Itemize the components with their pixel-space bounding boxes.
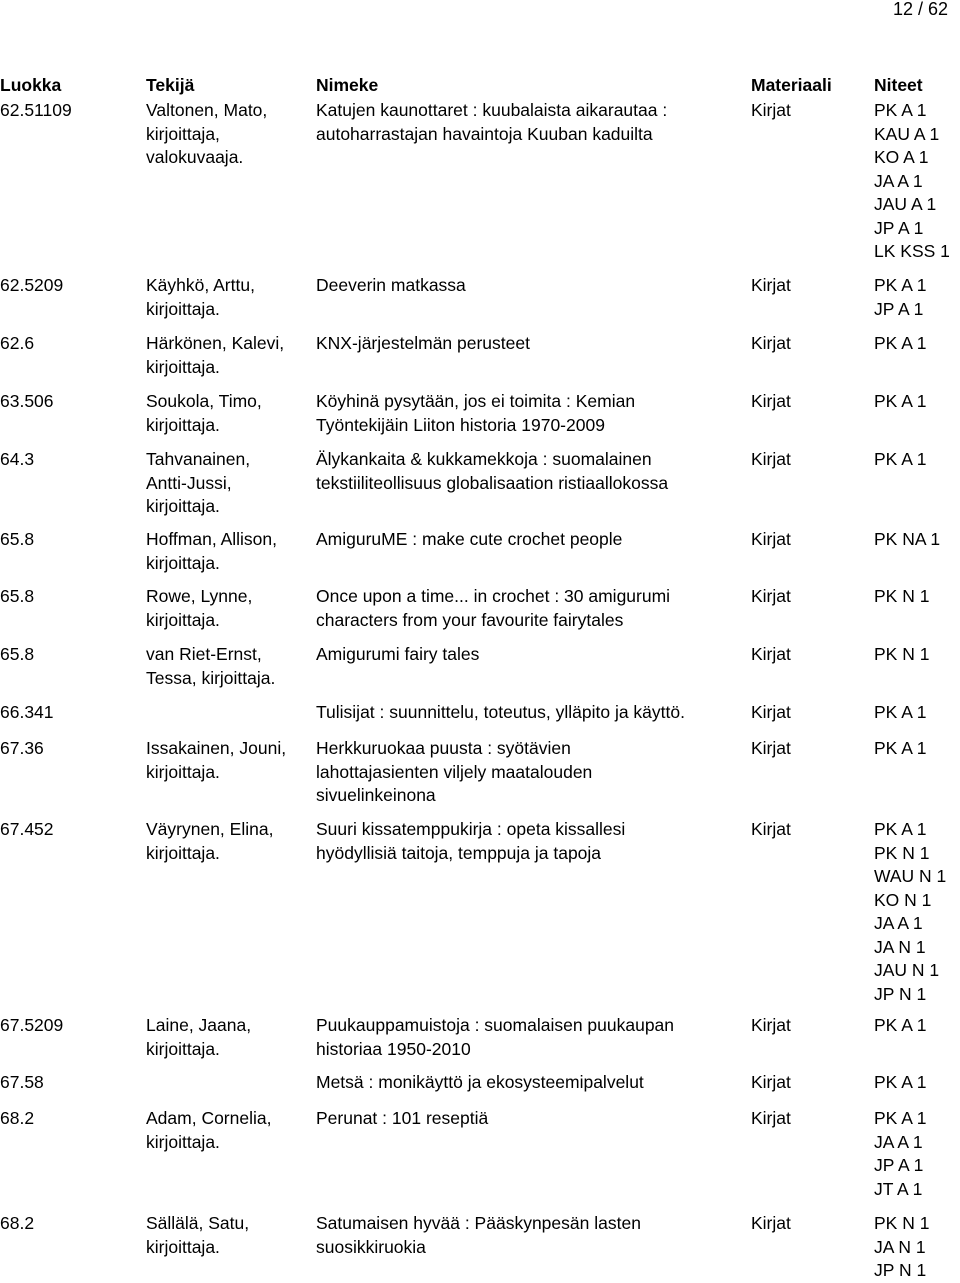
notes-cell-line: JAU A 1 bbox=[874, 194, 937, 214]
author-cell bbox=[146, 1014, 251, 1061]
table-header bbox=[0, 74, 960, 97]
notes-cell bbox=[874, 274, 927, 321]
author-cell bbox=[146, 1107, 271, 1154]
notes-cell-line: WAU N 1 bbox=[874, 866, 947, 886]
author-cell-line: van Riet-Ernst, bbox=[146, 644, 262, 664]
title-cell bbox=[316, 274, 466, 298]
class-cell-line: 65.8 bbox=[0, 529, 35, 549]
material-cell bbox=[751, 99, 791, 123]
title-cell-line: autoharrastajan havaintoja Kuuban kaduilta bbox=[316, 123, 653, 144]
author-cell-line: kirjoittaja, bbox=[146, 123, 220, 144]
author-cell-line: Issakainen, Jouni, bbox=[146, 738, 287, 758]
material-cell-line: Kirjat bbox=[751, 449, 791, 469]
notes-cell-line: JT A 1 bbox=[874, 1178, 923, 1199]
title-cell bbox=[316, 701, 685, 725]
author-cell-line: Laine, Jaana, bbox=[146, 1015, 252, 1035]
material-cell-line: Kirjat bbox=[751, 529, 791, 549]
material-cell-line: Kirjat bbox=[751, 1213, 791, 1233]
notes-cell bbox=[874, 737, 927, 761]
author-cell-line: Soukola, Timo, bbox=[146, 391, 262, 411]
author-cell-line: kirjoittaja. bbox=[146, 1038, 220, 1059]
notes-cell-line: PK A 1 bbox=[874, 100, 927, 120]
notes-cell bbox=[874, 448, 927, 472]
title-cell-line: Metsä : monikäyttö ja ekosysteemipalvelut bbox=[316, 1072, 644, 1092]
author-cell-line: Hoffman, Allison, bbox=[146, 529, 277, 549]
title-cell-line: tekstiiliteollisuus globalisaation ristiaallokossa bbox=[316, 472, 669, 493]
author-cell-line: Käyhkö, Arttu, bbox=[146, 275, 255, 295]
material-cell bbox=[751, 585, 791, 609]
title-cell-line: Once upon a time... in crochet : 30 amigurumi bbox=[316, 586, 671, 606]
author-cell bbox=[146, 390, 262, 437]
title-cell-line: sivuelinkeinona bbox=[316, 785, 436, 805]
material-cell-line: Kirjat bbox=[751, 100, 791, 120]
author-cell-line: kirjoittaja. bbox=[146, 552, 220, 573]
class-cell bbox=[0, 1212, 34, 1236]
notes-cell-line: LK KSS 1 bbox=[874, 241, 950, 261]
author-cell-line: kirjoittaja. bbox=[146, 1236, 220, 1257]
class-cell bbox=[0, 701, 54, 725]
class-cell-line: 63.506 bbox=[0, 391, 54, 411]
notes-cell bbox=[874, 1071, 927, 1095]
material-cell bbox=[751, 1107, 791, 1131]
notes-cell-line: PK N 1 bbox=[874, 842, 930, 863]
author-cell-line: kirjoittaja. bbox=[146, 298, 220, 319]
material-cell-line: Kirjat bbox=[751, 1108, 791, 1128]
material-cell-line: Kirjat bbox=[751, 819, 791, 839]
header-material: Materiaali bbox=[751, 75, 832, 95]
material-cell bbox=[751, 818, 791, 842]
notes-cell-line: PK A 1 bbox=[874, 391, 927, 411]
title-cell bbox=[316, 1014, 674, 1061]
title-cell bbox=[316, 643, 479, 667]
author-cell-line: Härkönen, Kalevi, bbox=[146, 333, 285, 353]
class-cell bbox=[0, 274, 63, 298]
title-cell bbox=[316, 737, 592, 808]
notes-cell-line: JA N 1 bbox=[874, 1236, 926, 1257]
title-cell bbox=[316, 585, 670, 632]
author-cell-line: valokuvaaja. bbox=[146, 147, 244, 167]
notes-cell bbox=[874, 99, 950, 264]
material-cell bbox=[751, 390, 791, 414]
notes-cell-line: PK A 1 bbox=[874, 449, 927, 469]
author-cell-line: kirjoittaja. bbox=[146, 609, 220, 630]
notes-cell-line: JP N 1 bbox=[874, 1260, 927, 1280]
notes-cell bbox=[874, 1212, 929, 1283]
class-cell bbox=[0, 1071, 44, 1095]
material-cell-line: Kirjat bbox=[751, 333, 791, 353]
author-cell-line: Antti-Jussi, bbox=[146, 472, 232, 493]
author-cell-line: Valtonen, Mato, bbox=[146, 100, 268, 120]
title-cell bbox=[316, 818, 625, 865]
page-number: 12 / 62 bbox=[892, 0, 948, 19]
class-cell bbox=[0, 1014, 63, 1038]
notes-cell bbox=[874, 701, 927, 725]
class-cell-line: 67.452 bbox=[0, 819, 54, 839]
notes-cell bbox=[874, 528, 940, 552]
class-cell-line: 68.2 bbox=[0, 1213, 35, 1233]
notes-cell-line: JA A 1 bbox=[874, 170, 923, 191]
notes-cell bbox=[874, 1014, 927, 1038]
material-cell-line: Kirjat bbox=[751, 586, 791, 606]
title-cell-line: Suuri kissatemppukirja : opeta kissallesi bbox=[316, 819, 626, 839]
title-cell-line: historiaa 1950-2010 bbox=[316, 1038, 471, 1059]
class-cell-line: 67.5209 bbox=[0, 1015, 64, 1035]
title-cell-line: Työntekijäin Liiton historia 1970-2009 bbox=[316, 414, 605, 435]
notes-cell-line: PK A 1 bbox=[874, 1072, 927, 1092]
material-cell bbox=[751, 332, 791, 356]
title-cell-line: hyödyllisiä taitoja, temppuja ja tapoja bbox=[316, 842, 602, 863]
author-cell bbox=[146, 643, 275, 690]
notes-cell-line: JA A 1 bbox=[874, 913, 923, 933]
title-cell-line: Puukauppamuistoja : suomalaisen puukaupan bbox=[316, 1015, 675, 1035]
material-cell-line: Kirjat bbox=[751, 702, 791, 722]
class-cell bbox=[0, 1107, 34, 1131]
title-cell-line: Perunat : 101 reseptiä bbox=[316, 1108, 489, 1128]
author-cell-line: kirjoittaja. bbox=[146, 761, 220, 782]
author-cell-line: Tahvanainen, bbox=[146, 449, 251, 469]
author-cell bbox=[146, 1212, 249, 1259]
material-cell bbox=[751, 1014, 791, 1038]
author-cell bbox=[146, 448, 250, 519]
author-cell bbox=[146, 585, 252, 632]
header-author: Tekijä bbox=[146, 75, 195, 95]
class-cell bbox=[0, 332, 34, 356]
notes-cell bbox=[874, 643, 929, 667]
material-cell bbox=[751, 1212, 791, 1236]
notes-cell-line: PK A 1 bbox=[874, 275, 927, 295]
author-cell bbox=[146, 818, 273, 865]
author-cell-line: Väyrynen, Elina, bbox=[146, 819, 274, 839]
class-cell bbox=[0, 818, 54, 842]
notes-cell-line: PK N 1 bbox=[874, 644, 930, 664]
author-cell-line: Sällälä, Satu, bbox=[146, 1213, 250, 1233]
notes-cell-line: PK NA 1 bbox=[874, 529, 941, 549]
notes-cell-line: PK A 1 bbox=[874, 819, 927, 839]
material-cell bbox=[751, 448, 791, 472]
class-cell bbox=[0, 390, 54, 414]
notes-cell-line: PK A 1 bbox=[874, 333, 927, 353]
material-cell-line: Kirjat bbox=[751, 275, 791, 295]
material-cell bbox=[751, 737, 791, 761]
class-cell-line: 64.3 bbox=[0, 449, 35, 469]
class-cell-line: 66.341 bbox=[0, 702, 54, 722]
author-cell-line: Tessa, kirjoittaja. bbox=[146, 667, 276, 688]
class-cell-line: 65.8 bbox=[0, 644, 35, 664]
author-cell bbox=[146, 274, 255, 321]
class-cell bbox=[0, 99, 72, 123]
header-notes: Niteet bbox=[874, 75, 923, 95]
title-cell-line: Amigurumi fairy tales bbox=[316, 644, 480, 664]
author-cell bbox=[146, 99, 267, 170]
author-cell-line: kirjoittaja. bbox=[146, 414, 220, 435]
title-cell bbox=[316, 1107, 488, 1131]
notes-cell-line: JP A 1 bbox=[874, 217, 924, 238]
notes-cell-line: JP A 1 bbox=[874, 298, 924, 319]
notes-cell-line: PK A 1 bbox=[874, 738, 927, 758]
material-cell-line: Kirjat bbox=[751, 1015, 791, 1035]
class-cell-line: 62.6 bbox=[0, 333, 35, 353]
author-cell-line: kirjoittaja. bbox=[146, 842, 220, 863]
material-cell bbox=[751, 701, 791, 725]
author-cell-line: Rowe, Lynne, bbox=[146, 586, 253, 606]
title-cell-line: Katujen kaunottaret : kuubalaista aikarautaa : bbox=[316, 100, 668, 120]
title-cell bbox=[316, 332, 530, 356]
notes-cell-line: KO A 1 bbox=[874, 147, 929, 167]
title-cell-line: Tulisijat : suunnittelu, toteutus, ylläpito ja käyttö. bbox=[316, 702, 685, 722]
material-cell bbox=[751, 274, 791, 298]
class-cell bbox=[0, 528, 34, 552]
notes-cell-line: JA N 1 bbox=[874, 936, 926, 957]
title-cell-line: Älykankaita & kukkamekkoja : suomalainen bbox=[316, 449, 652, 469]
notes-cell-line: KAU A 1 bbox=[874, 123, 940, 144]
notes-cell-line: KO N 1 bbox=[874, 889, 932, 910]
class-cell bbox=[0, 643, 34, 667]
notes-cell-line: PK A 1 bbox=[874, 702, 927, 722]
class-cell-line: 67.36 bbox=[0, 738, 44, 758]
class-cell-line: 65.8 bbox=[0, 586, 35, 606]
notes-cell bbox=[874, 585, 929, 609]
title-cell bbox=[316, 528, 622, 552]
material-cell bbox=[751, 528, 791, 552]
author-cell-line: kirjoittaja. bbox=[146, 496, 220, 516]
title-cell-line: suosikkiruokia bbox=[316, 1236, 426, 1257]
title-cell-line: AmiguruME : make cute crochet people bbox=[316, 529, 623, 549]
notes-cell-line: JP A 1 bbox=[874, 1155, 924, 1175]
author-cell-line: Adam, Cornelia, bbox=[146, 1108, 272, 1128]
class-cell-line: 62.51109 bbox=[0, 100, 72, 120]
author-cell-line: kirjoittaja. bbox=[146, 356, 220, 377]
author-cell bbox=[146, 737, 286, 784]
header-class: Luokka bbox=[0, 75, 62, 95]
notes-cell-line: JAU N 1 bbox=[874, 960, 940, 980]
title-cell bbox=[316, 99, 667, 146]
material-cell-line: Kirjat bbox=[751, 391, 791, 411]
title-cell bbox=[316, 390, 635, 437]
title-cell-line: Herkkuruokaa puusta : syötävien bbox=[316, 738, 571, 758]
title-cell bbox=[316, 1212, 641, 1259]
material-cell-line: Kirjat bbox=[751, 738, 791, 758]
notes-cell bbox=[874, 818, 946, 1006]
notes-cell-line: PK A 1 bbox=[874, 1108, 927, 1128]
header-title: Nimeke bbox=[316, 75, 379, 95]
title-cell bbox=[316, 448, 668, 495]
title-cell-line: KNX-järjestelmän perusteet bbox=[316, 333, 530, 353]
material-cell-line: Kirjat bbox=[751, 644, 791, 664]
author-cell-line: kirjoittaja. bbox=[146, 1131, 220, 1152]
notes-cell-line: PK A 1 bbox=[874, 1015, 927, 1035]
title-cell-line: Köyhinä pysytään, jos ei toimita : Kemian bbox=[316, 391, 636, 411]
class-cell-line: 68.2 bbox=[0, 1108, 35, 1128]
notes-cell-line: PK N 1 bbox=[874, 1213, 930, 1233]
notes-cell-line: JP N 1 bbox=[874, 983, 927, 1004]
material-cell bbox=[751, 1071, 791, 1095]
author-cell bbox=[146, 528, 277, 575]
material-cell-line: Kirjat bbox=[751, 1072, 791, 1092]
title-cell-line: Deeverin matkassa bbox=[316, 275, 466, 295]
class-cell bbox=[0, 585, 34, 609]
notes-cell bbox=[874, 1107, 927, 1201]
notes-cell bbox=[874, 332, 927, 356]
class-cell-line: 62.5209 bbox=[0, 275, 64, 295]
class-cell-line: 67.58 bbox=[0, 1072, 44, 1092]
title-cell-line: characters from your favourite fairytales bbox=[316, 609, 624, 630]
author-cell bbox=[146, 332, 284, 379]
notes-cell-line: JA A 1 bbox=[874, 1131, 923, 1152]
class-cell bbox=[0, 737, 44, 761]
notes-cell-line: PK N 1 bbox=[874, 586, 930, 606]
title-cell-line: Satumaisen hyvää : Pääskynpesän lasten bbox=[316, 1213, 641, 1233]
title-cell-line: lahottajasienten viljely maatalouden bbox=[316, 761, 593, 782]
notes-cell bbox=[874, 390, 927, 414]
material-cell bbox=[751, 643, 791, 667]
class-cell bbox=[0, 448, 34, 472]
title-cell bbox=[316, 1071, 644, 1095]
